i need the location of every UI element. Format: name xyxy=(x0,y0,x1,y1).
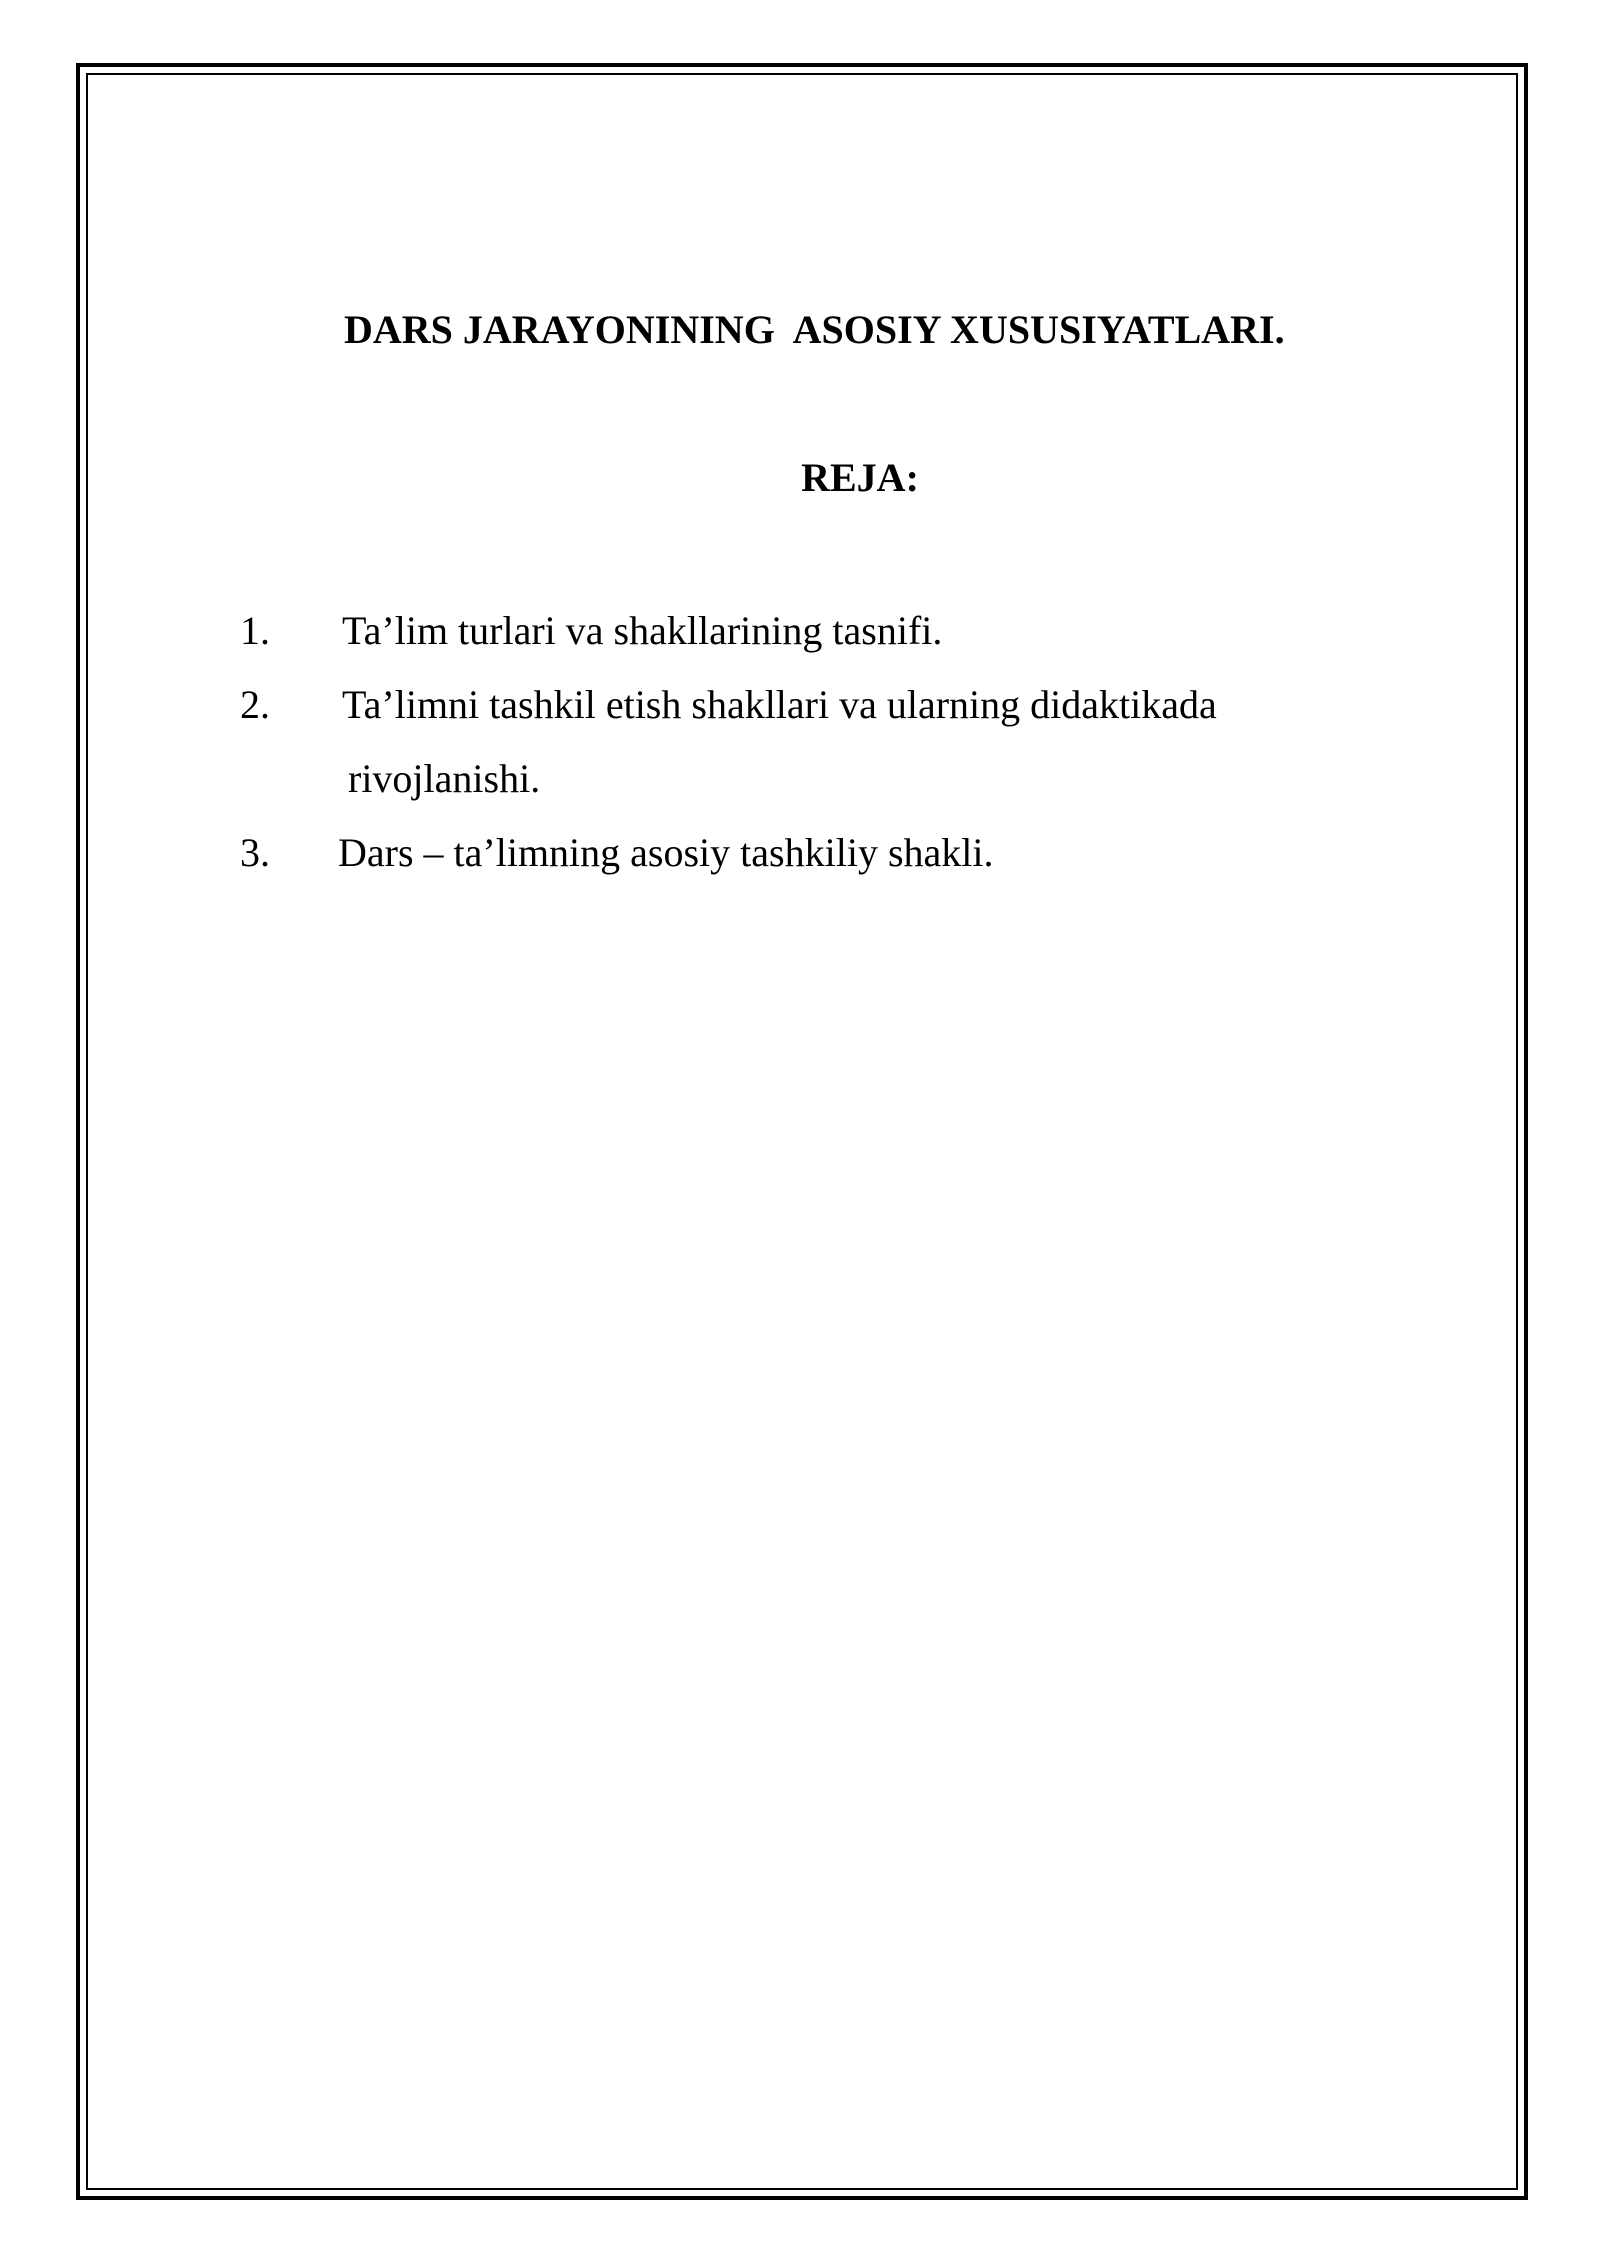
plan-item-text: Ta’limni tashkil etish shakllari va ularning didaktikada xyxy=(342,682,1217,727)
plan-item-number: 1. xyxy=(240,608,270,653)
document-title: DARS JARAYONINING ASOSIY XUSUSIYATLARI. xyxy=(344,307,1285,352)
plan-item-text: Dars – ta’limning asosiy tashkiliy shakli. xyxy=(338,830,994,875)
plan-item-number: 2. xyxy=(240,682,270,727)
plan-heading: REJA: xyxy=(801,455,919,500)
plan-item-text: Ta’lim turlari va shakllarining tasnifi. xyxy=(342,608,943,653)
page-border-inner xyxy=(86,73,1518,2190)
plan-item-number: 3. xyxy=(240,830,270,875)
plan-item-continuation: rivojlanishi. xyxy=(348,756,541,801)
